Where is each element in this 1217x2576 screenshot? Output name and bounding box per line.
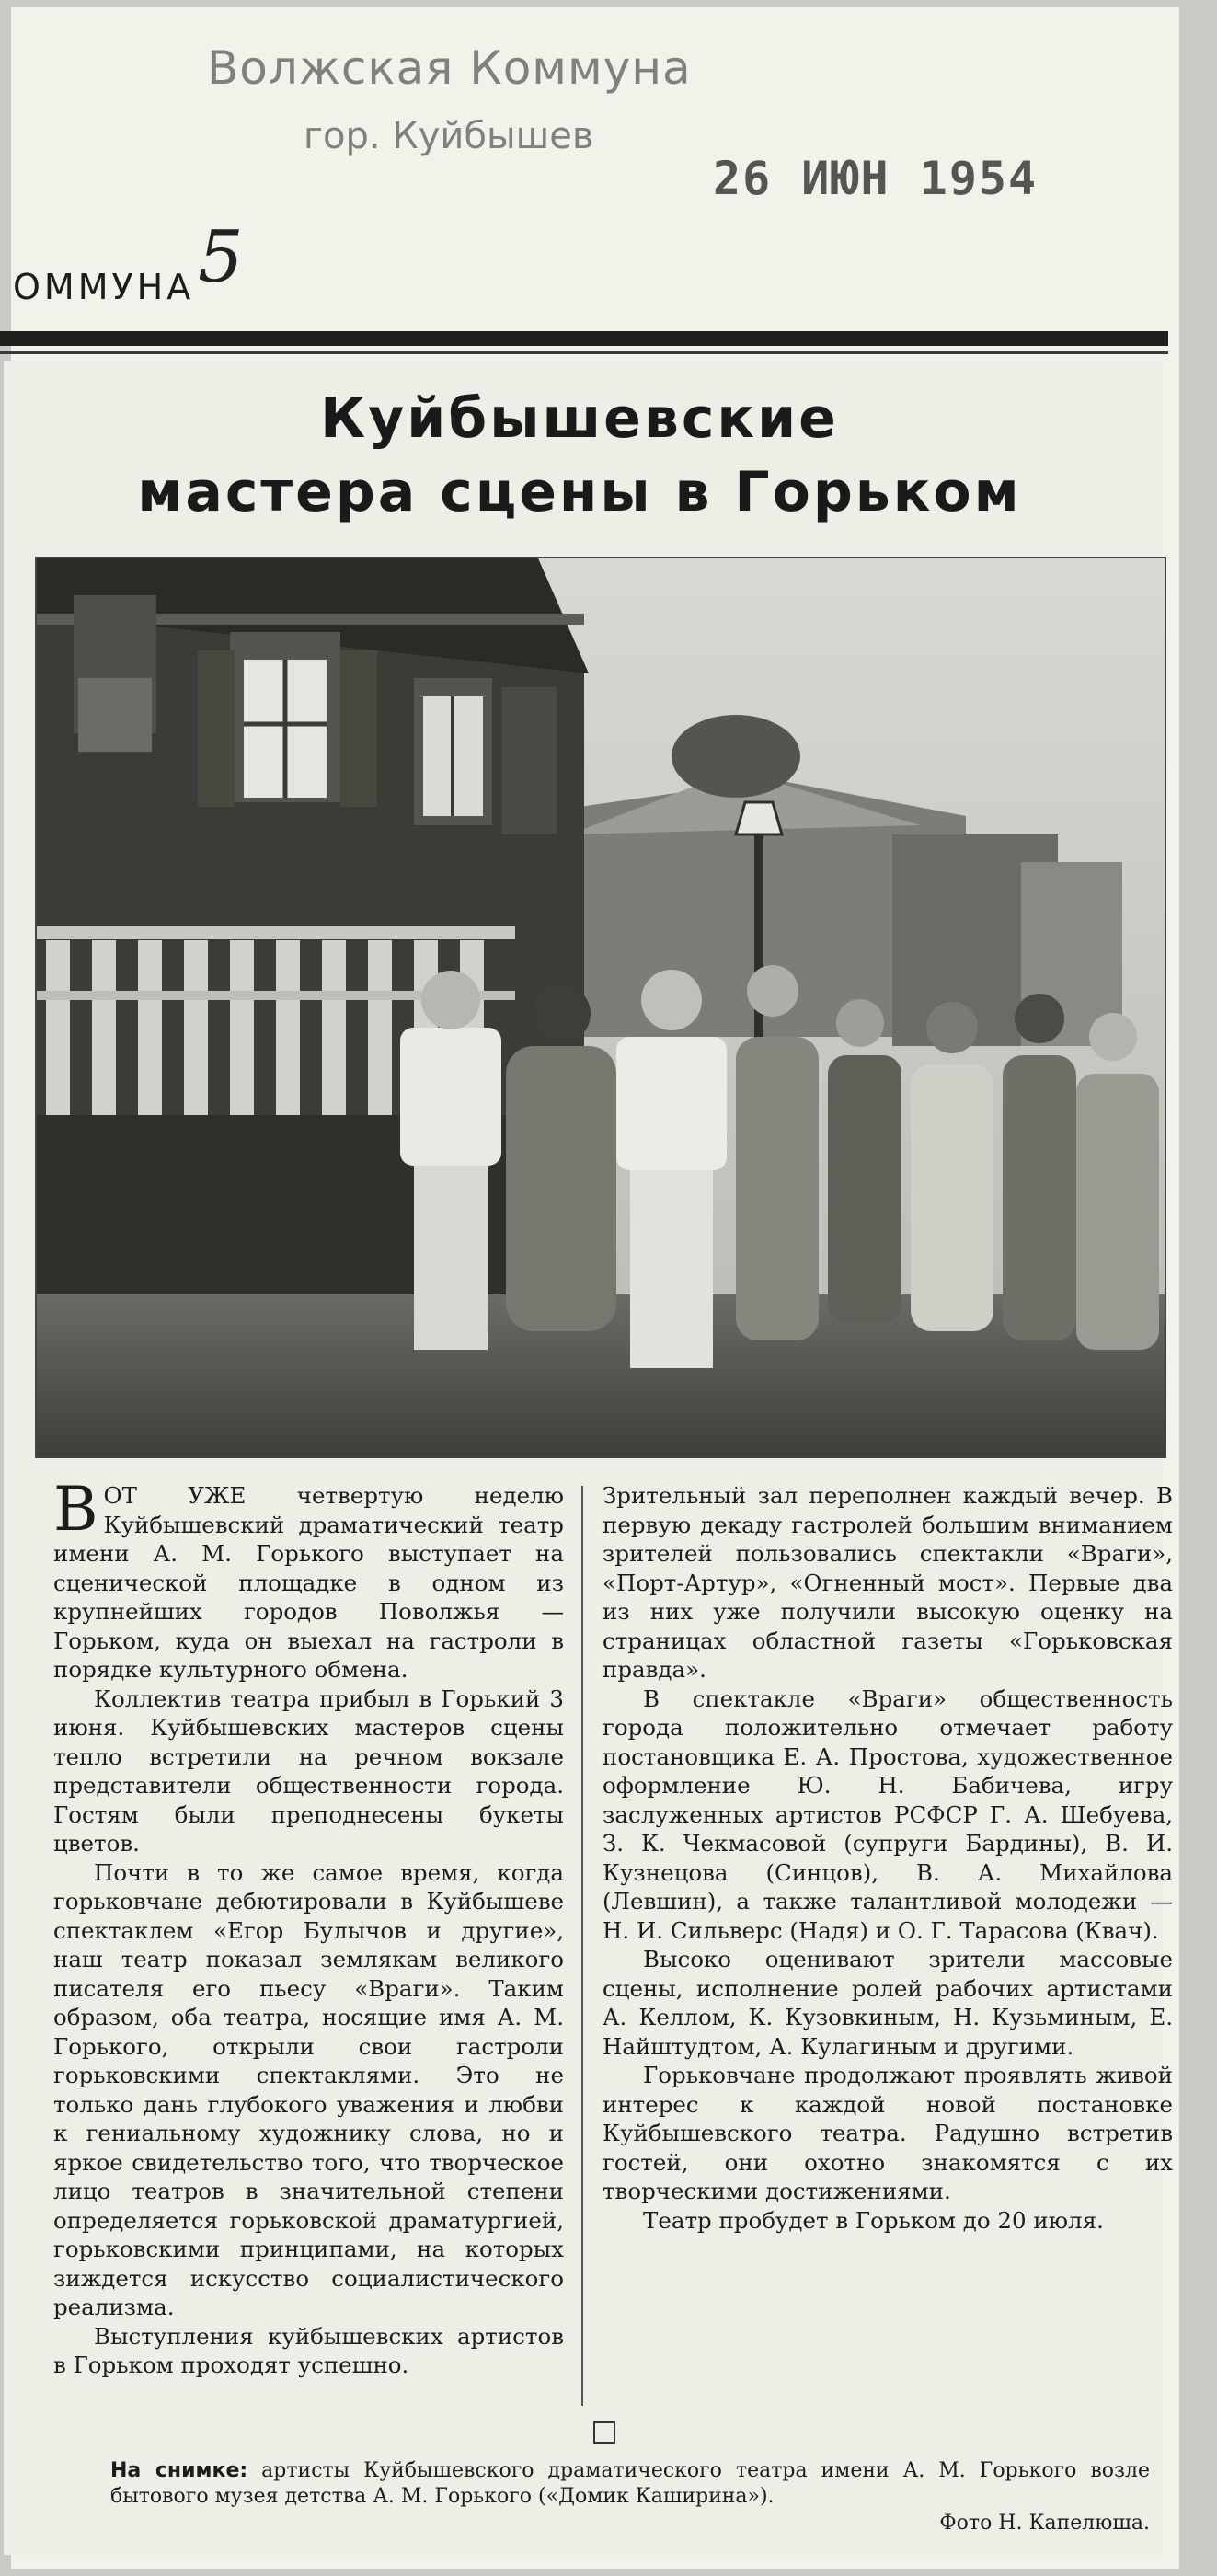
article-paragraph-8: Горьковчане продолжают проявлять живой интерес к каждой новой постановке Куйбышевского театра. Радушно встретив гостей, они охотно знакомятся с их творческими достижениями. <box>603 2062 1173 2204</box>
archive-stamp-city: гор. Куйбышев <box>304 115 594 157</box>
article-paragraph-3: Почти в то же самое время, когда горьковчане дебютировали в Куйбышеве спектаклем «Егор Булычов и другие», наш театр показал землякам великого писателя его пьесу «Враги». Таким образом, оба театра, носящие имя А. М. Горького, открыли свои гастроли горьковскими спектаклями. Это не только дань глубокого уважения и любви к гениальному художнику слова, но и яркое свидетельство того, что творческое лицо театров в значительной степени определяется горьковской драматургией, горьковскими принципами, на которых зиждется искусство социалистического реализма. <box>53 1858 564 2320</box>
column-divider <box>581 1486 583 2406</box>
article-paragraph-5: Зрительный зал переполнен каждый вечер. В первую декаду гастролей большим вниманием зрителей пользовались спектакли «Враги», «Порт-Артур», «Огненный мост». Первые два из них уже получили высокую оценку на страницах областной газеты «Горьковская правда». <box>603 1482 1173 1683</box>
article-paragraph-2: Коллектив театра прибыл в Горький 3 июня. Куйбышевских мастеров сцены тепло встретили на речном вокзале представители общественности города. Гостям были преподнесены букеты цветов. <box>53 1685 564 1857</box>
article-paragraph-6: В спектакле «Враги» общественность города положительно отмечает работу постановщика Е. А. Простова, художественное оформление Ю. Н. Бабичева, игру заслуженных артистов РСФСР Г. А. Шебуева, З. К. Чекмасовой (супруги Бардины), В. И. Кузнецова (Синцов), В. А. Михайлова (Левшин), а также талантливой молодежи — Н. И. Сильверс (Надя) и О. Г. Тарасова (Квач). <box>603 1685 1173 1944</box>
photo-credit: Фото Н. Капелюша. <box>939 2512 1150 2535</box>
article-end-marker <box>593 2421 615 2444</box>
headline-line-1: Куйбышевские <box>320 386 839 451</box>
caption-label: На снимке: <box>110 2459 248 2482</box>
headline-line-2: мастера сцены в Горьком <box>137 460 1022 524</box>
article-column-left <box>53 1474 564 2380</box>
photo-illustration <box>37 558 1165 1456</box>
article-photo <box>35 557 1166 1458</box>
article-paragraph-4: Выступления куйбышевских артистов в Горьком проходят успешно. <box>53 2322 564 2378</box>
archive-stamp-date: 26 ИЮН 1954 <box>713 152 1039 205</box>
article-column-right <box>603 1481 1173 2235</box>
article-paragraph-1 <box>53 1474 564 1685</box>
masthead-rule-thin <box>0 351 1168 354</box>
paragraph-text: ОТ УЖЕ четвертую неделю Куйбышевский драматический театр имени А. М. Горького выступает на сценической площадке в одном из крупнейших городов Поволжья — Горьком, куда он выехал на гастроли в порядке культурного обмена. <box>53 1482 564 1683</box>
dropcap-letter: В <box>53 1474 98 1545</box>
masthead-rule-thick <box>0 331 1168 346</box>
article-paragraph-9: Театр пробудет в Горьком до 20 июля. <box>643 2206 1104 2234</box>
caption-text: артисты Куйбышевского драматического театра имени А. М. Горького возле бытового музея детства А. М. Горького («Домик Каширина»). <box>110 2459 1150 2508</box>
article-paragraph-7: Высоко оценивают зрители массовые сцены, исполнение ролей рабочих артистами А. Келлом, К. Кузовкиным, Н. Кузьминым, Е. Найштудтом, А. Кулагиным и другими. <box>603 1946 1173 2060</box>
photo-caption <box>110 2458 1150 2510</box>
newspaper-masthead: ОММУНА <box>13 267 195 307</box>
page-number-mark: 5 <box>198 216 244 299</box>
archive-stamp-title: Волжская Коммуна <box>207 41 692 95</box>
